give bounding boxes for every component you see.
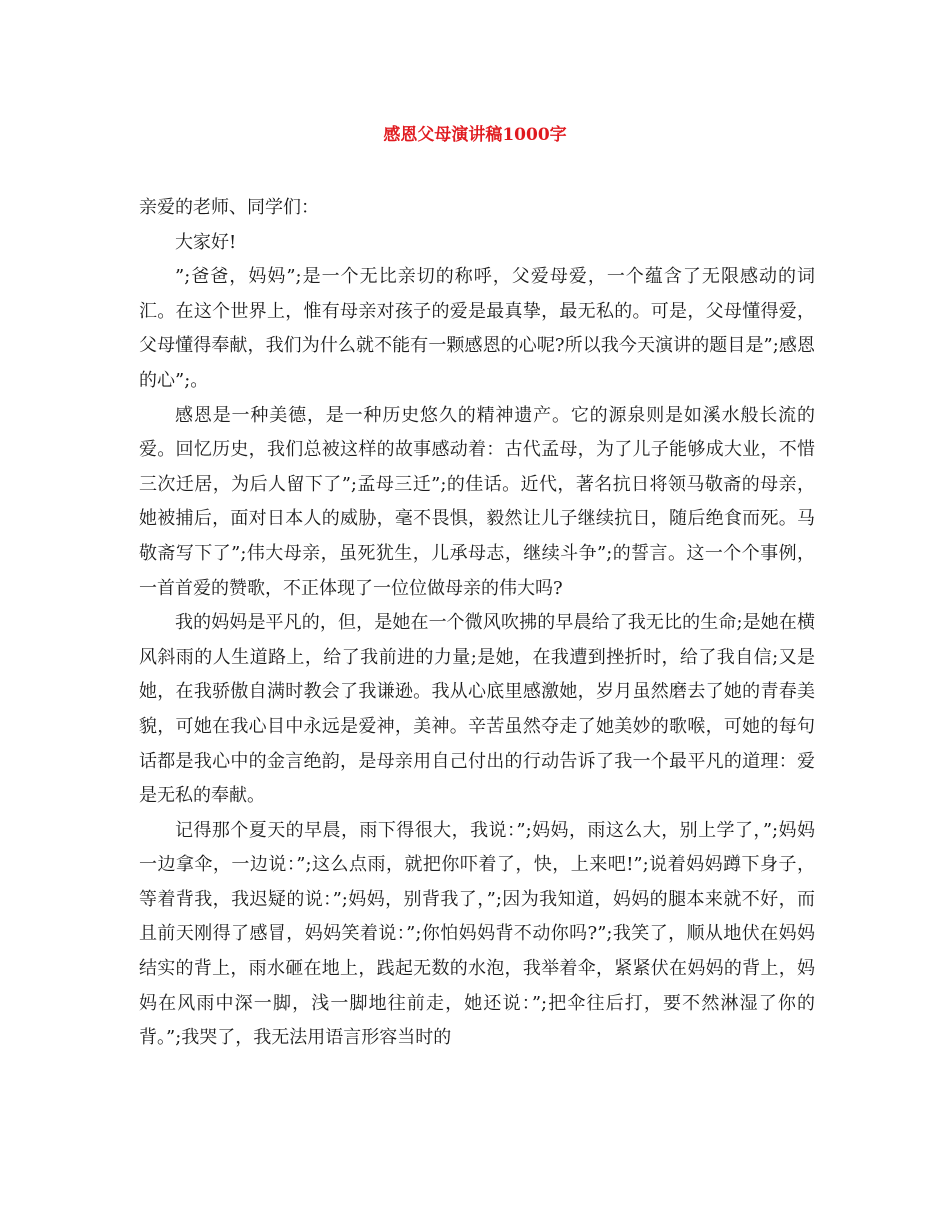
salutation: 亲爱的老师、同学们： [139, 197, 319, 218]
document-body [139, 191, 815, 1056]
document-title: 感恩父母演讲稿1000字 [383, 125, 567, 145]
paragraph: 记得那个夏天的早晨，雨下得很大，我说：”;妈妈，雨这么大，别上学了，”;妈妈一边拿伞，一边说：”;这么点雨，就把你吓着了，快，上来吧!”;说着妈妈蹲下身子，等着背我，我迟疑的说：”;妈妈，别背我了，”;因为我知道，妈妈的腿本来就不好，而且前天刚得了感冒，妈妈笑着说：”;你怕妈妈背不动你吗?”;我笑了，顺从地伏在妈妈结实的背上，雨水砸在地上，践起无数的水泡，我举着伞，紧紧伏在妈妈的背上，妈妈在风雨中深一脚，浅一脚地往前走，她还说：”;把伞往后打，要不然淋湿了你的背。”;我哭了，我无法用语言形容当时的 [139, 819, 815, 1049]
paragraph-greeting: 大家好! [175, 231, 237, 253]
paragraph: 我的妈妈是平凡的，但，是她在一个微风吹拂的早晨给了我无比的生命;是她在横风斜雨的人生道路上，给了我前进的力量;是她，在我遭到挫折时，给了我自信;又是她，在我骄傲自满时教会了我谦逊。我从心底里感激她，岁月虽然磨去了她的青春美貌，可她在我心目中永远是爱神，美神。辛苦虽然夺走了她美妙的歌喉，可她的每句话都是我心中的金言绝韵，是母亲用自己付出的行动告诉了我一个最平凡的道理：爱是无私的奉献。 [139, 612, 816, 807]
paragraph: ”;爸爸，妈妈”;是一个无比亲切的称呼，父爱母爱，一个蕴含了无限感动的词汇。在这个世界上，惟有母亲对孩子的爱是最真挚，最无私的。可是，父母懂得爱，父母懂得奉献，我们为什么就不能有一颗感恩的心呢?所以我今天演讲的题目是”;感恩的心”;。 [139, 266, 815, 391]
paragraph: 感恩是一种美德，是一种历史悠久的精神遗产。它的源泉则是如溪水般长流的爱。回忆历史，我们总被这样的故事感动着：古代孟母，为了儿子能够成大业，不惜三次迁居，为后人留下了”;孟母三迁”;的佳话。近代，著名抗日将领马敬斋的母亲，她被捕后，面对日本人的威胁，毫不畏惧，毅然让儿子继续抗日，随后绝食而死。马敬斋写下了”;伟大母亲，虽死犹生，儿承母志，继续斗争”;的誓言。这一个个事例，一首首爱的赞歌，不正体现了一位位做母亲的伟大吗? [139, 404, 815, 599]
